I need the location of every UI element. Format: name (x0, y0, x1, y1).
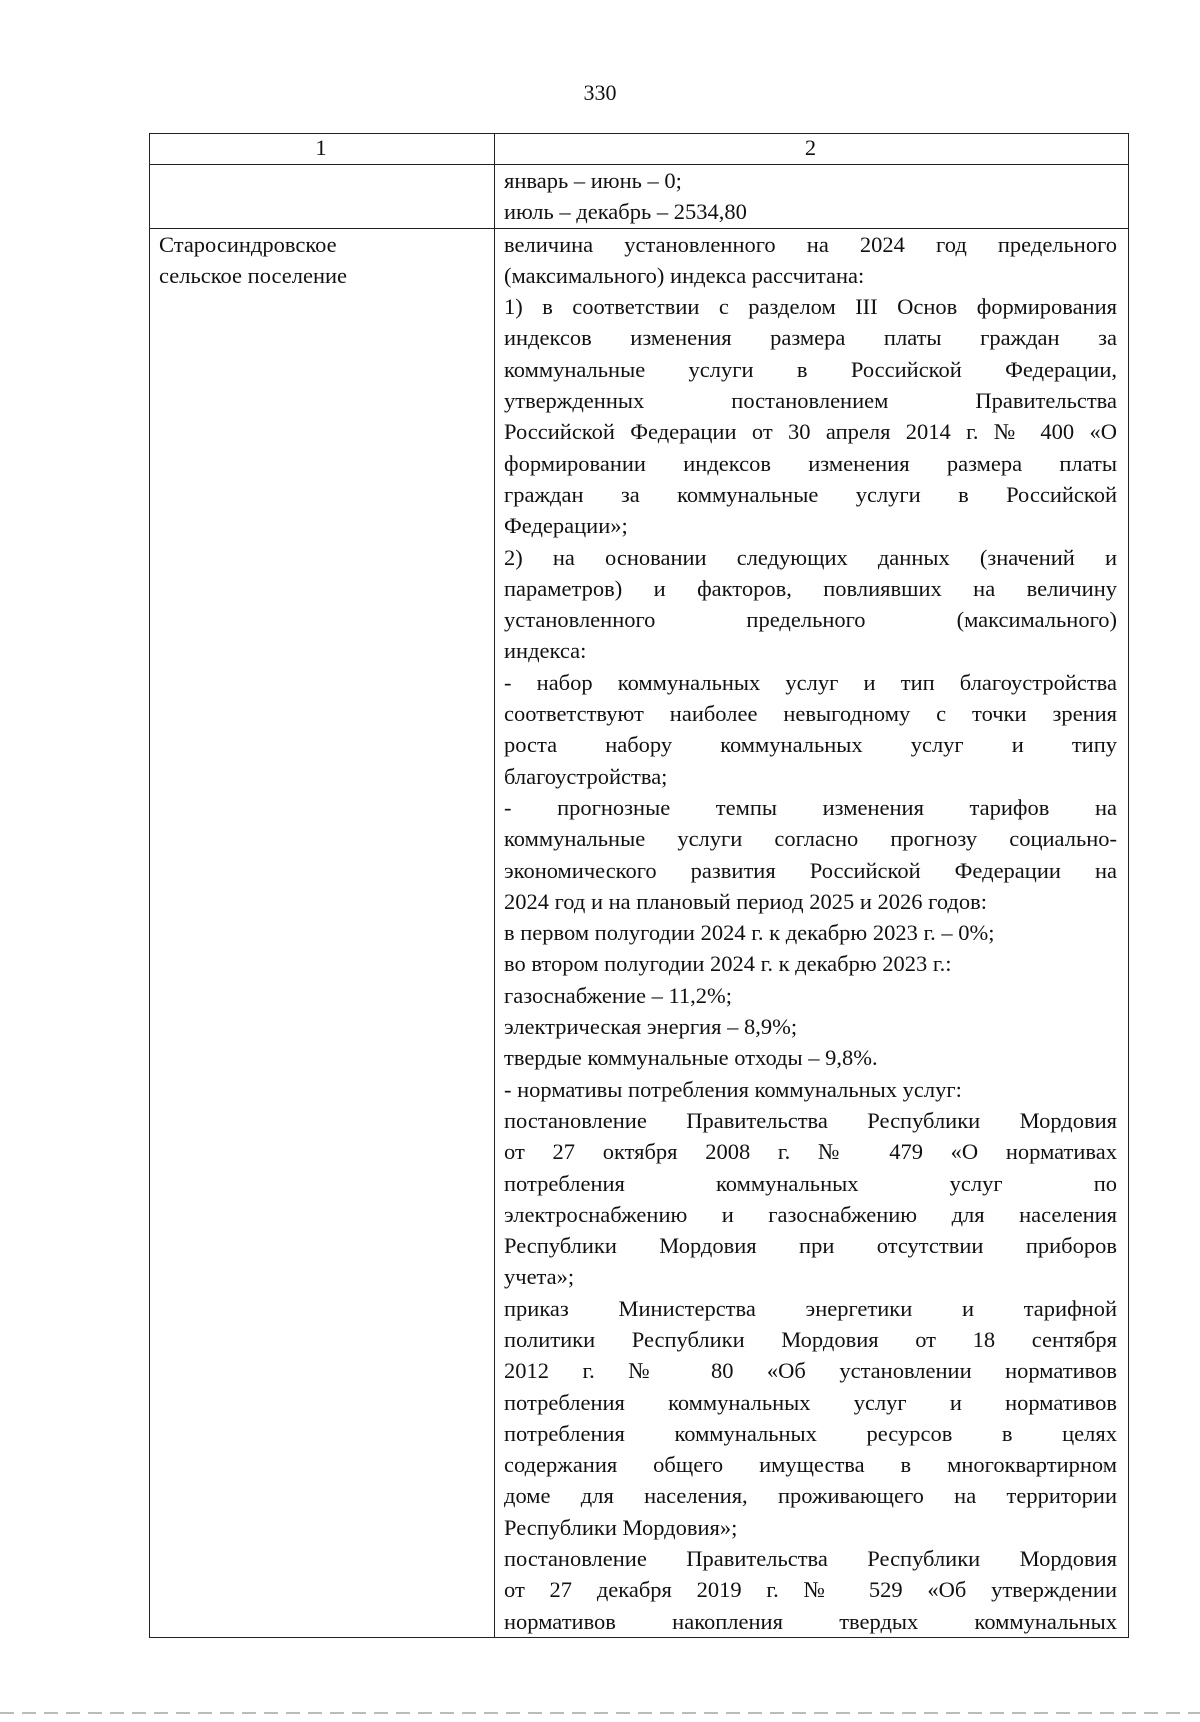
text-line: 2012 г. № 80 «Об установлении нормативов (504, 1358, 1117, 1384)
text-line: сельское поселение (159, 262, 348, 288)
text-line: экономического развития Российской Федерации на (504, 857, 1117, 883)
text-line: - набор коммунальных услуг и тип благоустройства (504, 669, 1117, 695)
text-line: Российской Федерации от 30 апреля 2014 г. № 400 «О (504, 419, 1117, 445)
text-line: формировании индексов изменения размера платы (504, 450, 1117, 476)
text-line: утвержденных постановлением Правительства (504, 388, 1117, 414)
text-line: параметров) и факторов, повлиявших на величину (504, 575, 1117, 601)
text-line: нормативов накопления твердых коммунальных (504, 1608, 1117, 1634)
text-line: приказ Министерства энергетики и тарифной (504, 1295, 1117, 1321)
text-line: Федерации»; (504, 513, 628, 539)
settlement-cell (150, 228, 495, 1637)
document-table (149, 133, 1129, 1638)
table-row (150, 165, 1129, 229)
text-line: 1) в соответствии с разделом III Основ формирования (504, 294, 1117, 320)
text-line: Республики Мордовия при отсутствии приборов (504, 1233, 1117, 1259)
settlement-cell (150, 165, 495, 229)
text-line: постановление Правительства Республики Мордовия (504, 1107, 1117, 1133)
text-line: Старосиндровское (159, 231, 337, 257)
text-line: содержания общего имущества в многоквартирном (504, 1452, 1117, 1478)
text-line: благоустройства; (504, 763, 668, 789)
text-line: - прогнозные темпы изменения тарифов на (504, 794, 1117, 820)
text-line: июль – декабрь – 2534,80 (504, 199, 747, 225)
page-number: 330 (583, 80, 617, 105)
text-line: Республики Мордовия»; (504, 1514, 738, 1540)
column-header-1: 1 (150, 134, 495, 165)
text-line: во втором полугодии 2024 г. к декабрю 2023 г.: (504, 951, 952, 977)
table-row (150, 228, 1129, 1637)
table-header-row (150, 134, 1129, 165)
text-line: граждан за коммунальные услуги в Российской (504, 481, 1117, 507)
text-line: электрическая энергия – 8,9%; (504, 1014, 798, 1040)
text-line: твердые коммунальные отходы – 9,8%. (504, 1045, 878, 1071)
text-line: постановление Правительства Республики Мордовия (504, 1546, 1117, 1572)
text-line: - нормативы потребления коммунальных услуг: (504, 1076, 962, 1102)
text-line: роста набору коммунальных услуг и типу (504, 732, 1117, 758)
text-line: потребления коммунальных ресурсов в целях (504, 1420, 1117, 1446)
text-line: январь – июнь – 0; (504, 168, 682, 193)
text-line: коммунальные услуги согласно прогнозу социально- (504, 826, 1117, 852)
text-line: в первом полугодии 2024 г. к декабрю 2023 г. – 0%; (504, 920, 995, 946)
text-line: газоснабжение – 11,2%; (504, 982, 733, 1008)
index-description-cell (495, 165, 1129, 229)
text-line: 2) на основании следующих данных (значений и (504, 544, 1117, 570)
text-line: индекса: (504, 638, 587, 664)
text-line: политики Республики Мордовия от 18 сентября (504, 1326, 1117, 1352)
text-line: (максимального) индекса рассчитана: (504, 262, 865, 288)
text-line: коммунальные услуги в Российской Федерации, (504, 356, 1117, 382)
column-header-2: 2 (495, 134, 1129, 165)
text-line: электроснабжению и газоснабжению для населения (504, 1201, 1117, 1227)
text-line: от 27 октября 2008 г. № 479 «О нормативах (504, 1139, 1117, 1165)
text-line: величина установленного на 2024 год предельного (504, 231, 1117, 257)
scan-edge-line (0, 1712, 1200, 1714)
text-line: потребления коммунальных услуг по (504, 1170, 1117, 1196)
index-description-cell (495, 228, 1129, 1637)
text-line: индексов изменения размера платы граждан за (504, 325, 1117, 351)
text-line: соответствуют наиболее невыгодному с точки зрения (504, 701, 1117, 727)
text-line: 2024 год и на плановый период 2025 и 2026 годов: (504, 888, 987, 914)
text-line: установленного предельного (максимального) (504, 607, 1117, 633)
text-line: от 27 декабря 2019 г. № 529 «Об утверждении (504, 1577, 1117, 1603)
text-line: потребления коммунальных услуг и нормативов (504, 1389, 1117, 1415)
text-line: учета»; (504, 1264, 575, 1290)
text-line: доме для населения, проживающего на территории (504, 1483, 1117, 1509)
